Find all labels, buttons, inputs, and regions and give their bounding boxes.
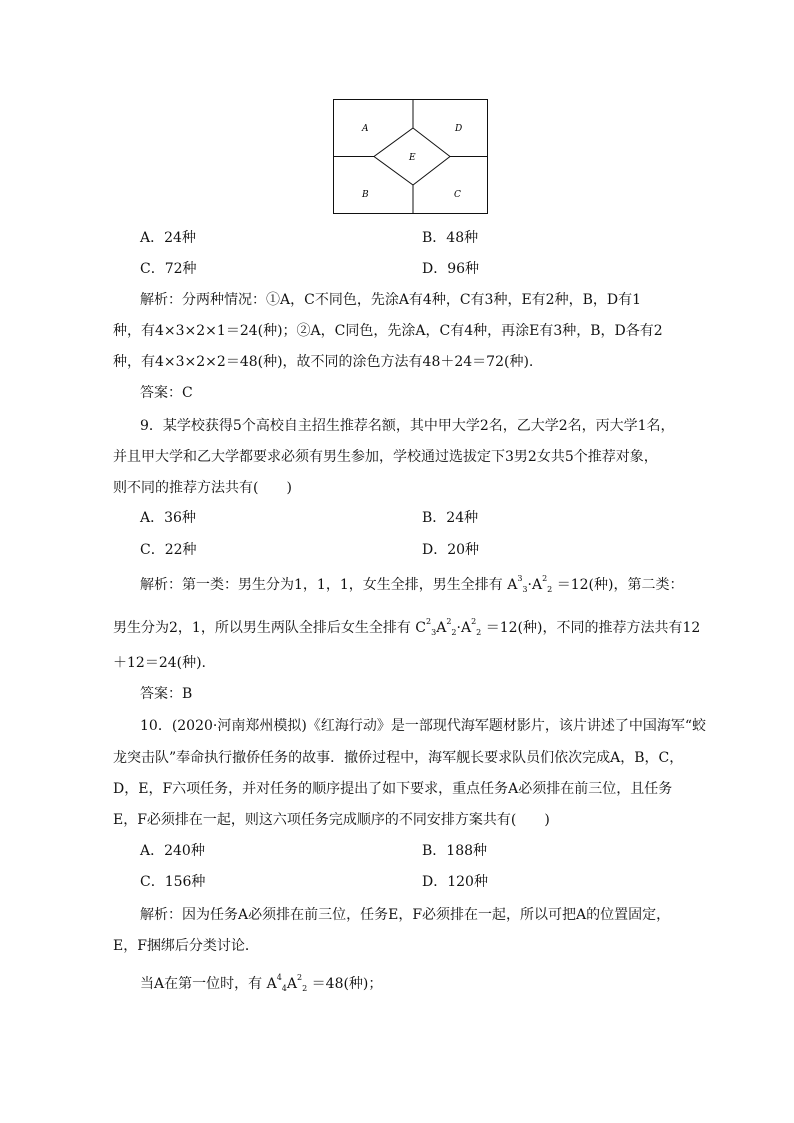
q8-option-c: C．72种 — [140, 261, 197, 277]
q9-analysis-text-2a: 男生分为2，1，所以男生两队全排后女生全排有 — [113, 620, 411, 636]
q8-option-b: B．48种 — [422, 230, 479, 246]
q10-stem-line-2: 龙突击队”奉命执行撤侨任务的故事．撤侨过程中，海军舰长要求队员们依次完成A，B，C， — [113, 750, 684, 766]
q10-stem-line-4: E，F必须排在一起，则这六项任务完成顺序的不同安排方案共有( ) — [113, 812, 550, 828]
q10-stem-line-1: 10．(2020·河南郑州模拟)《红海行动》是一部现代海军题材影片，该片讲述了中国海军“蛟 — [140, 718, 706, 734]
q10-case-1-text-b: ＝48(种)； — [311, 976, 383, 992]
q9-option-a: A．36种 — [140, 510, 196, 526]
region-label-e: E — [409, 153, 416, 163]
q10-formula-1: $A^4_4A^2_2$ — [266, 973, 308, 993]
q10-stem-line-3: D，E，F六项任务，并对任务的顺序提出了如下要求，重点任务A必须排在前三位，且任务 — [113, 781, 673, 797]
q8-option-d: D．96种 — [422, 261, 480, 277]
q9-analysis-text-1a: 解析：第一类：男生分为1，1，1，女生全排，男生全排有 — [140, 577, 503, 593]
region-label-b: B — [362, 190, 369, 200]
q10-analysis-line-2: E，F捆绑后分类讨论． — [113, 938, 259, 954]
q8-analysis-line-2: 种，有4×3×2×1＝24(种)；②A，C同色，先涂A，C有4种，再涂E有3种，B，D各有2 — [113, 323, 663, 339]
q9-option-d: D．20种 — [422, 542, 480, 558]
q9-formula-2: $C^2_3A^2_2\cdot A^2_2$ — [415, 617, 482, 637]
q9-analysis-line-2 — [113, 619, 700, 639]
q10-analysis-line-1: 解析：因为任务A必须排在前三位，任务E，F必须排在一起，所以可把A的位置固定， — [140, 907, 671, 923]
q8-answer: 答案：C — [140, 385, 193, 401]
q9-option-c: C．22种 — [140, 542, 197, 558]
q10-option-c: C．156种 — [140, 874, 206, 890]
q10-case-1 — [140, 975, 382, 995]
q10-option-d: D．120种 — [422, 874, 488, 890]
q9-stem-line-3: 则不同的推荐方法共有( ) — [113, 480, 292, 496]
q10-option-b: B．188种 — [422, 843, 488, 859]
q8-analysis-line-3: 种，有4×3×2×2＝48(种)，故不同的涂色方法有48＋24＝72(种). — [113, 354, 534, 370]
q8-option-a: A．24种 — [140, 230, 196, 246]
region-label-d: D — [455, 124, 463, 134]
q9-stem-line-1: 9．某学校获得5个高校自主招生推荐名额，其中甲大学2名，乙大学2名，丙大学1名， — [140, 418, 675, 434]
region-label-a: A — [362, 124, 369, 134]
q9-option-b: B．24种 — [422, 510, 479, 526]
region-coloring-diagram — [333, 99, 488, 214]
q9-analysis-line-1 — [140, 576, 683, 596]
q9-analysis-line-3: ＋12＝24(种). — [113, 655, 207, 671]
region-label-c: C — [454, 190, 461, 200]
q9-analysis-text-1b: ＝12(种)，第二类： — [556, 577, 684, 593]
q9-answer: 答案：B — [140, 686, 193, 702]
q9-analysis-text-2b: ＝12(种)，不同的推荐方法共有12 — [485, 620, 701, 636]
q10-option-a: A．240种 — [140, 843, 205, 859]
q9-stem-line-2: 并且甲大学和乙大学都要求必须有男生参加，学校通过选拔定下3男2女共5个推荐对象， — [113, 449, 658, 465]
q9-formula-1: $A^3_3\cdot A^2_2$ — [507, 574, 553, 594]
q10-case-1-text-a: 当A在第一位时，有 — [140, 976, 263, 992]
q8-analysis-line-1: 解析：分两种情况：①A，C不同色，先涂A有4种，C有3种，E有2种，B，D有1 — [140, 292, 642, 308]
